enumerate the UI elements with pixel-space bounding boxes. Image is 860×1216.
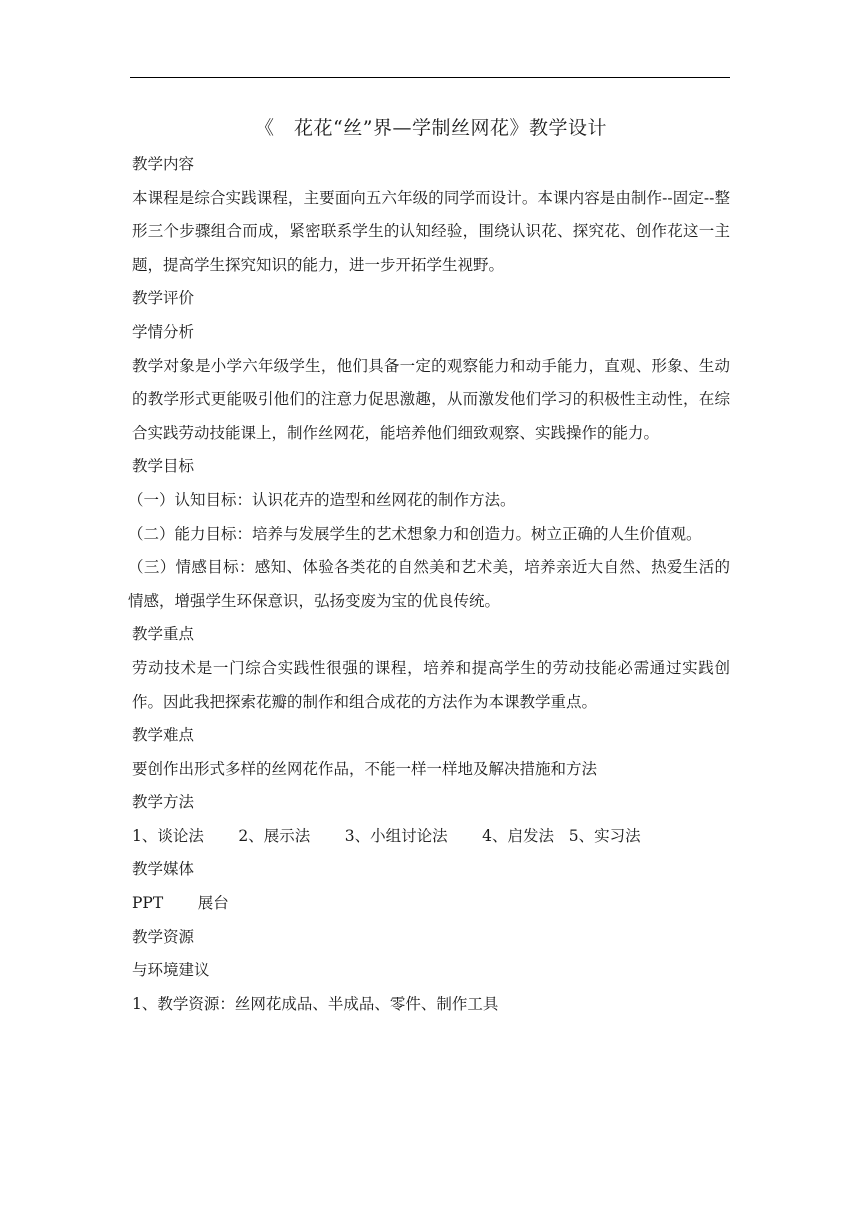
section-heading-key-points: 教学重点 (132, 625, 195, 644)
goal-item-cognitive: （一）认知目标：认识花卉的造型和丝网花的制作方法。 (128, 490, 516, 509)
section-heading-methods: 教学方法 (132, 793, 195, 812)
paragraph-content: 本课程是综合实践课程，主要面向五六年级的同学而设计。本课内容是由制作--固定--整形三个步骤组合而成，紧密联系学生的认知经验，围绕认识花、探究花、创作花这一主题，提高学生探究知识的能力，进一步开拓学生视野。 (132, 188, 730, 274)
section-heading-evaluation: 教学评价 (132, 289, 195, 308)
method-item: 2、展示法 (238, 826, 311, 845)
section-heading-goals: 教学目标 (132, 457, 195, 476)
paragraph-key-points: 劳动技术是一门综合实践性很强的课程，培养和提高学生的劳动技能必需通过实践创作。因此我把探索花瓣的制作和组合成花的方法作为本课教学重点。 (132, 658, 730, 711)
section-heading-media: 教学媒体 (132, 860, 195, 879)
media-list (132, 887, 730, 921)
section-heading-content: 教学内容 (132, 155, 195, 173)
section-heading-environment: 与环境建议 (132, 961, 210, 980)
paragraph-difficulty: 要创作出形式多样的丝网花作品，不能一样一样地及解决措施和方法 (132, 759, 598, 778)
resources-item: 1、教学资源：丝网花成品、半成品、零件、制作工具 (132, 994, 499, 1013)
goal-item-emotion: （三）情感目标：感知、体验各类花的自然美和艺术美，培养亲近大自然、热爱生活的情感，增强学生环保意识，弘扬变废为宝的优良传统。 (128, 558, 730, 610)
document-page (128, 108, 730, 1021)
method-item: 4、启发法 (482, 826, 554, 845)
goal-item-ability: （二）能力目标：培养与发展学生的艺术想象力和创造力。树立正确的人生价值观。 (128, 524, 702, 543)
header-rule (130, 77, 730, 78)
section-heading-analysis: 学情分析 (132, 322, 195, 341)
section-heading-difficulty: 教学难点 (132, 726, 195, 745)
methods-list (132, 820, 730, 854)
media-item: PPT (132, 894, 164, 913)
paragraph-analysis: 教学对象是小学六年级学生，他们具备一定的观察能力和动手能力，直观、形象、生动的教学形式更能吸引他们的注意力促思激趣，从而激发他们学习的积极性主动性，在综合实践劳动技能课上，制作丝网花，能培养他们细致观察、实践操作的能力。 (132, 356, 730, 442)
method-item: 5、实习法 (568, 826, 641, 845)
document-title: 《 花花“丝”界—学制丝网花》教学设计 (255, 117, 607, 139)
section-heading-resources: 教学资源 (132, 927, 195, 946)
method-item: 1、谈论法 (132, 826, 204, 845)
media-item: 展台 (197, 894, 229, 913)
method-item: 3、小组讨论法 (344, 826, 448, 845)
